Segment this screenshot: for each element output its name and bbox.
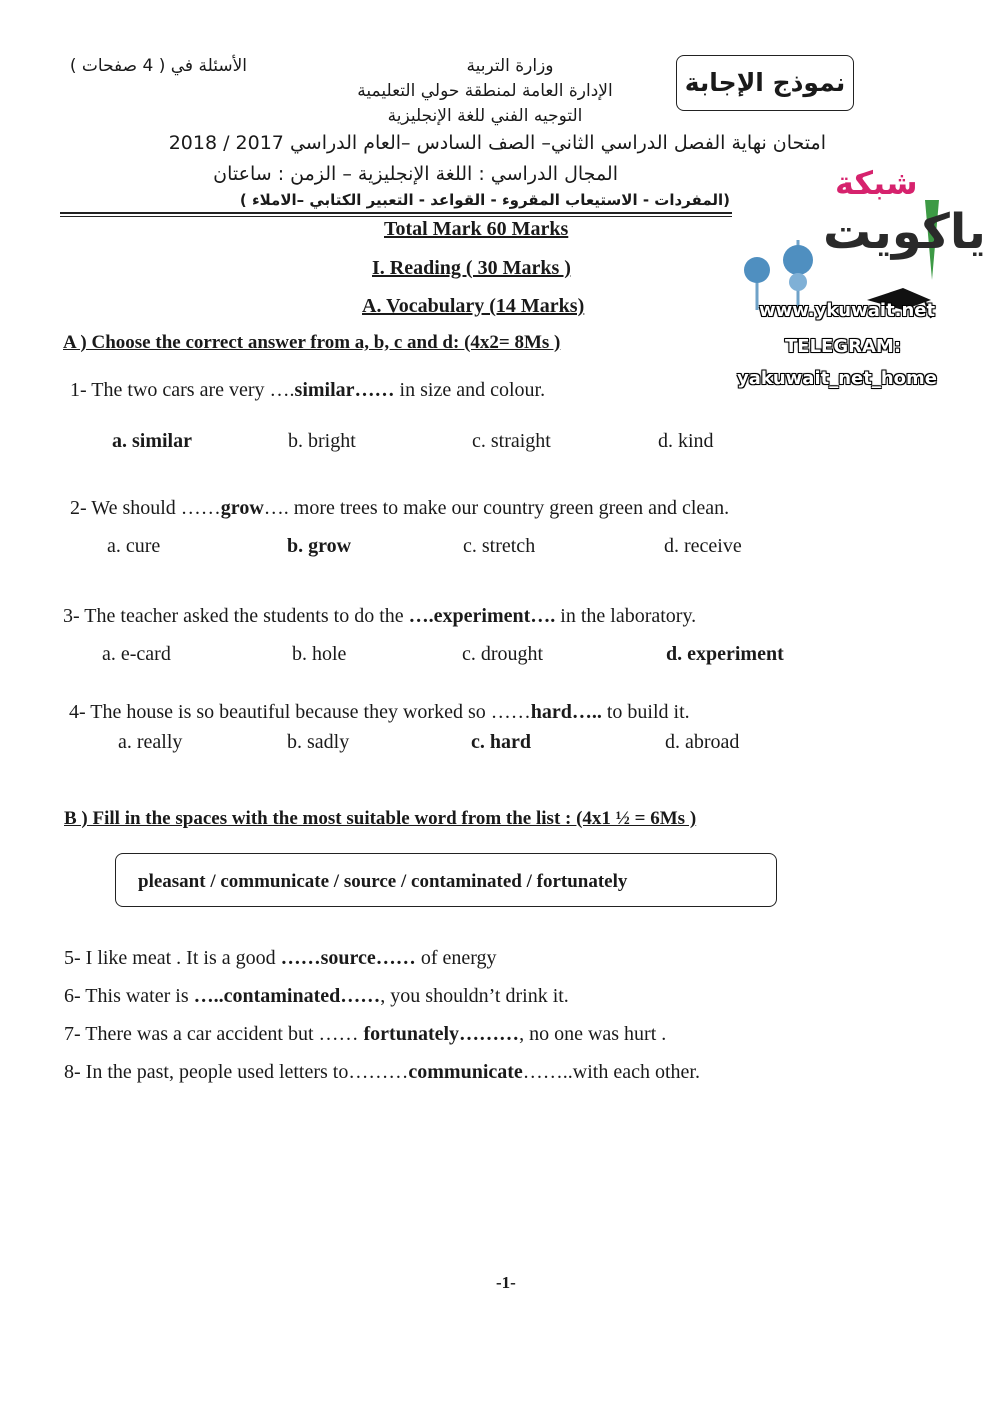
sentence-8	[64, 1061, 700, 1084]
question-text: 2- We should ……	[70, 497, 221, 519]
pages-note: الأسئلة في ( 4 صفحات )	[69, 56, 247, 76]
ministry-line-1: وزارة التربية	[466, 56, 554, 76]
answer-text: ….experiment….	[408, 605, 556, 627]
header-divider-thin	[60, 216, 732, 217]
answer-text: fortunately………	[363, 1023, 520, 1045]
question-text: 3- The teacher asked the students to do the	[63, 605, 409, 627]
option: b. sadly	[287, 731, 350, 753]
exam-line: امتحان نهاية الفصل الدراسي الثاني– الصف السادس –العام الدراسي 2017 / 2018	[168, 132, 826, 154]
option: d. kind	[658, 430, 714, 452]
site-url: www.ykuwait.net	[759, 300, 936, 321]
sentence-text: 5- I like meat . It is a good	[64, 947, 281, 969]
answer-text: ……source……	[280, 947, 416, 969]
option: c. drought	[462, 643, 544, 665]
sentence-text: 8- In the past, people used letters to………	[64, 1061, 409, 1083]
ministry-line-2: الإدارة العامة لمنطقة حولي التعليمية	[357, 81, 613, 101]
answer-model-box	[676, 55, 854, 111]
question-text: 1- The two cars are very ….	[70, 379, 295, 401]
sentence-text: 6- This water is	[64, 985, 194, 1007]
option: d. abroad	[665, 731, 740, 753]
question-3	[63, 605, 696, 628]
option: a. really	[118, 731, 183, 753]
question-4	[69, 701, 690, 724]
question-text: in size and colour.	[394, 379, 546, 401]
telegram-label: TELEGRAM:	[785, 336, 902, 357]
option: b. grow	[287, 535, 352, 557]
subject-line: المجال الدراسي : اللغة الإنجليزية – الزمن : ساعتان	[213, 163, 618, 185]
question-text: …. more trees to make our country green green and clean.	[263, 497, 730, 519]
option: c. stretch	[463, 535, 536, 557]
section-a-heading: A ) Choose the correct answer from a, b, c and d: (4x2= 8Ms )	[63, 332, 561, 353]
sentence-text: , no one was hurt .	[519, 1023, 667, 1045]
option: c. straight	[472, 430, 551, 452]
answer-text: communicate	[408, 1061, 523, 1083]
option: c. hard	[471, 731, 531, 753]
vocabulary-title: A. Vocabulary (14 Marks)	[362, 295, 585, 317]
sentence-6	[64, 985, 569, 1008]
question-1	[70, 379, 545, 402]
sentence-text: 7- There was a car accident but ……	[64, 1023, 364, 1045]
reading-title: I. Reading ( 30 Marks )	[372, 257, 571, 279]
option: a. cure	[107, 535, 161, 557]
sentence-text: of energy	[415, 947, 497, 969]
brand-main: ياكويت	[823, 204, 986, 260]
site-watermark	[735, 160, 986, 400]
sentence-text: ……..with each other.	[522, 1061, 700, 1083]
question-text: to build it.	[601, 701, 690, 723]
brand-top: شبكة	[835, 164, 918, 202]
option: d. receive	[664, 535, 742, 557]
option: a. similar	[112, 430, 192, 452]
question-text: in the laboratory.	[555, 605, 697, 627]
ministry-line-3: التوجيه الفني للغة الإنجليزية	[387, 106, 583, 126]
answer-text: grow	[220, 497, 264, 519]
option: b. bright	[288, 430, 356, 452]
option: d. experiment	[666, 643, 784, 665]
question-2	[70, 497, 729, 520]
word-list: pleasant / communicate / source / contaminated / fortunately	[138, 871, 628, 892]
answer-model-label: نموذج الإجابة	[684, 68, 846, 97]
answer-text: similar……	[294, 379, 395, 401]
sentence-5	[64, 947, 497, 970]
answer-text: hard…..	[530, 701, 602, 723]
telegram-handle: yakuwait_net_home	[737, 368, 937, 389]
header-divider	[60, 212, 732, 214]
option: b. hole	[292, 643, 347, 665]
section-b-heading: B ) Fill in the spaces with the most suitable word from the list : (4x1 ½ = 6Ms )	[64, 808, 697, 829]
total-mark-title: Total Mark 60 Marks	[384, 218, 569, 240]
page-number: -1-	[496, 1273, 516, 1292]
answer-text: …..contaminated……	[193, 985, 381, 1007]
question-text: 4- The house is so beautiful because they worked so ……	[69, 701, 531, 723]
sentence-text: , you shouldn’t drink it.	[380, 985, 569, 1007]
parts-line: (المفردات - الاستيعاب المقروء - القواعد - التعبير الكتابي –الاملاء )	[239, 191, 730, 209]
option: a. e-card	[102, 643, 171, 665]
word-list-box	[115, 853, 777, 907]
sentence-7	[64, 1023, 666, 1046]
